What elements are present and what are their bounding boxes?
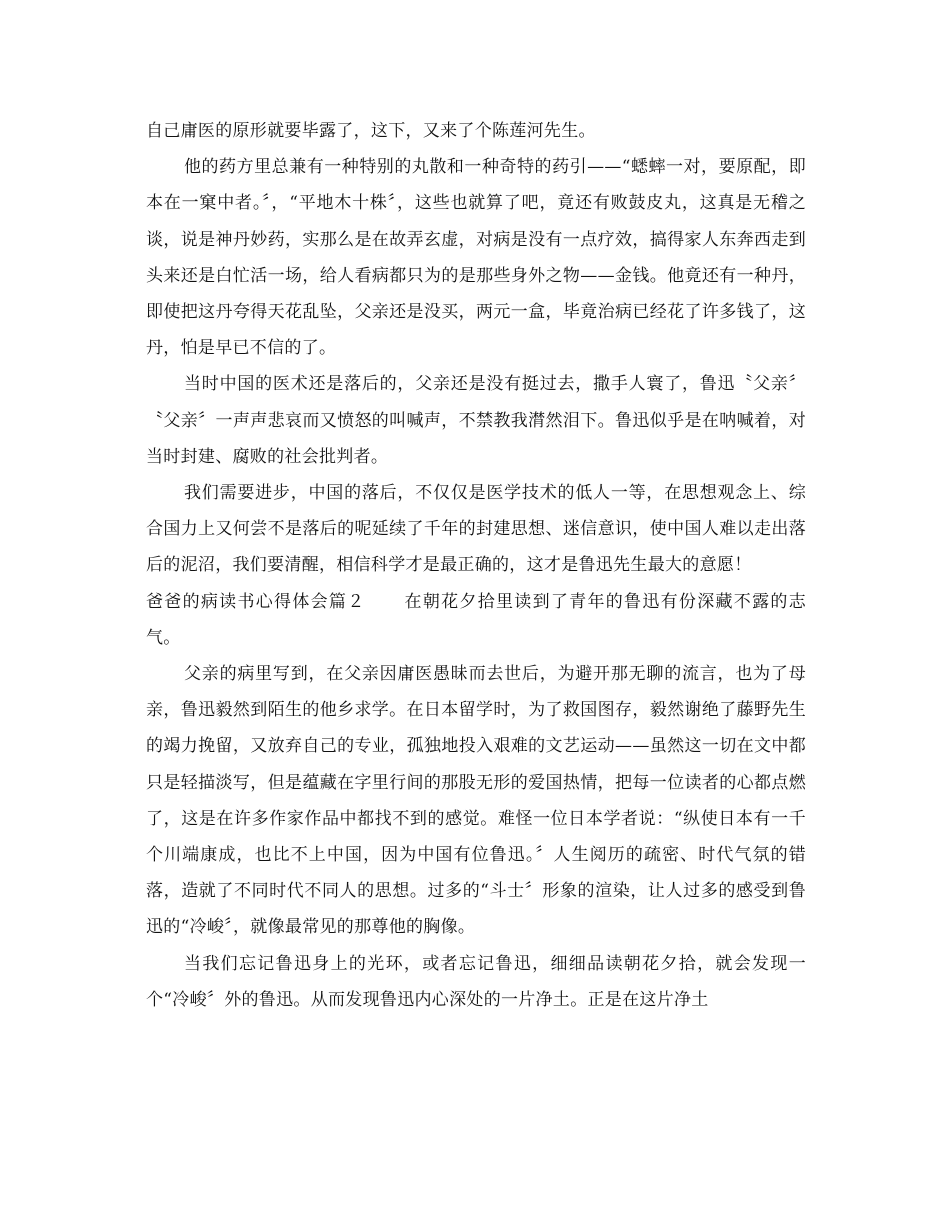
section-lead: 在朝花夕拾里读到了青年的鲁迅有份深藏不露的志气。: [146, 591, 806, 648]
paragraph-1: 自己庸医的原形就要毕露了，这下，又来了个陈莲河先生。: [146, 121, 596, 141]
document-body: [146, 113, 806, 1018]
paragraph-3: 当时中国的医术还是落后的，父亲还是没有挺过去，撒手人寰了，鲁迅〝父亲〞〝父亲〞一声声悲哀而又愤怒的叫喊声，不禁教我潸然泪下。鲁迅似乎是在呐喊着，对当时封建、腐败的社会批判者。: [146, 374, 806, 467]
section-heading: 爸爸的病读书心得体会篇２: [146, 591, 366, 612]
paragraph-5: 父亲的病里写到，在父亲因庸医愚昧而去世后，为避开那无聊的流言，也为了母亲，鲁迅毅然到陌生的他乡求学。在日本留学时，为了救国图存，毅然谢绝了藤野先生的竭力挽留，又放弃自己的专业，孤独地投入艰难的文艺运动——虽然这一切在文中都只是轻描淡写，但是蕴藏在字里行间的那股无形的爱国热情，把每一位读者的心都点燃了，这是在许多作家作品中都找不到的感觉。难怪一位日本学者说：“纵使日本有一千个川端康成，也比不上中国，因为中国有位鲁迅。〞人生阅历的疏密、时代气氛的错落，造就了不同时代不同人的思想。过多的“斗士〞形象的渲染，让人过多的感受到鲁迅的“冷峻〞，就像最常见的那尊他的胸像。: [146, 664, 806, 938]
section-heading-line: [146, 584, 806, 656]
paragraph-4: 我们需要进步，中国的落后，不仅仅是医学技术的低人一等，在思想观念上、综合国力上又何尝不是落后的呢延续了千年的封建思想、迷信意识，使中国人难以走出落后的泥沼，我们要清醒，相信科学才是最正确的，这才是鲁迅先生最大的意愿！: [146, 483, 806, 576]
paragraph-6: 当我们忘记鲁迅身上的光环，或者忘记鲁迅，细细品读朝花夕拾，就会发现一个“冷峻〞外的鲁迅。从而发现鲁迅内心深处的一片净土。正是在这片净土: [146, 953, 806, 1010]
paragraph-2: 他的药方里总兼有一种特别的丸散和一种奇特的药引——“蟋蟀一对，要原配，即本在一窠中者。〞，“平地木十株〞，这些也就算了吧，竟还有败鼓皮丸，这真是无稽之谈，说是神丹妙药，实那么是在故弄玄虚，对病是没有一点疗效，搞得家人东奔西走到头来还是白忙活一场，给人看病都只为的是那些身外之物——金钱。他竟还有一种丹，即使把这丹夸得天花乱坠，父亲还是没买，两元一盒，毕竟治病已经花了许多钱了，这丹，怕是早已不信的了。: [146, 157, 806, 359]
